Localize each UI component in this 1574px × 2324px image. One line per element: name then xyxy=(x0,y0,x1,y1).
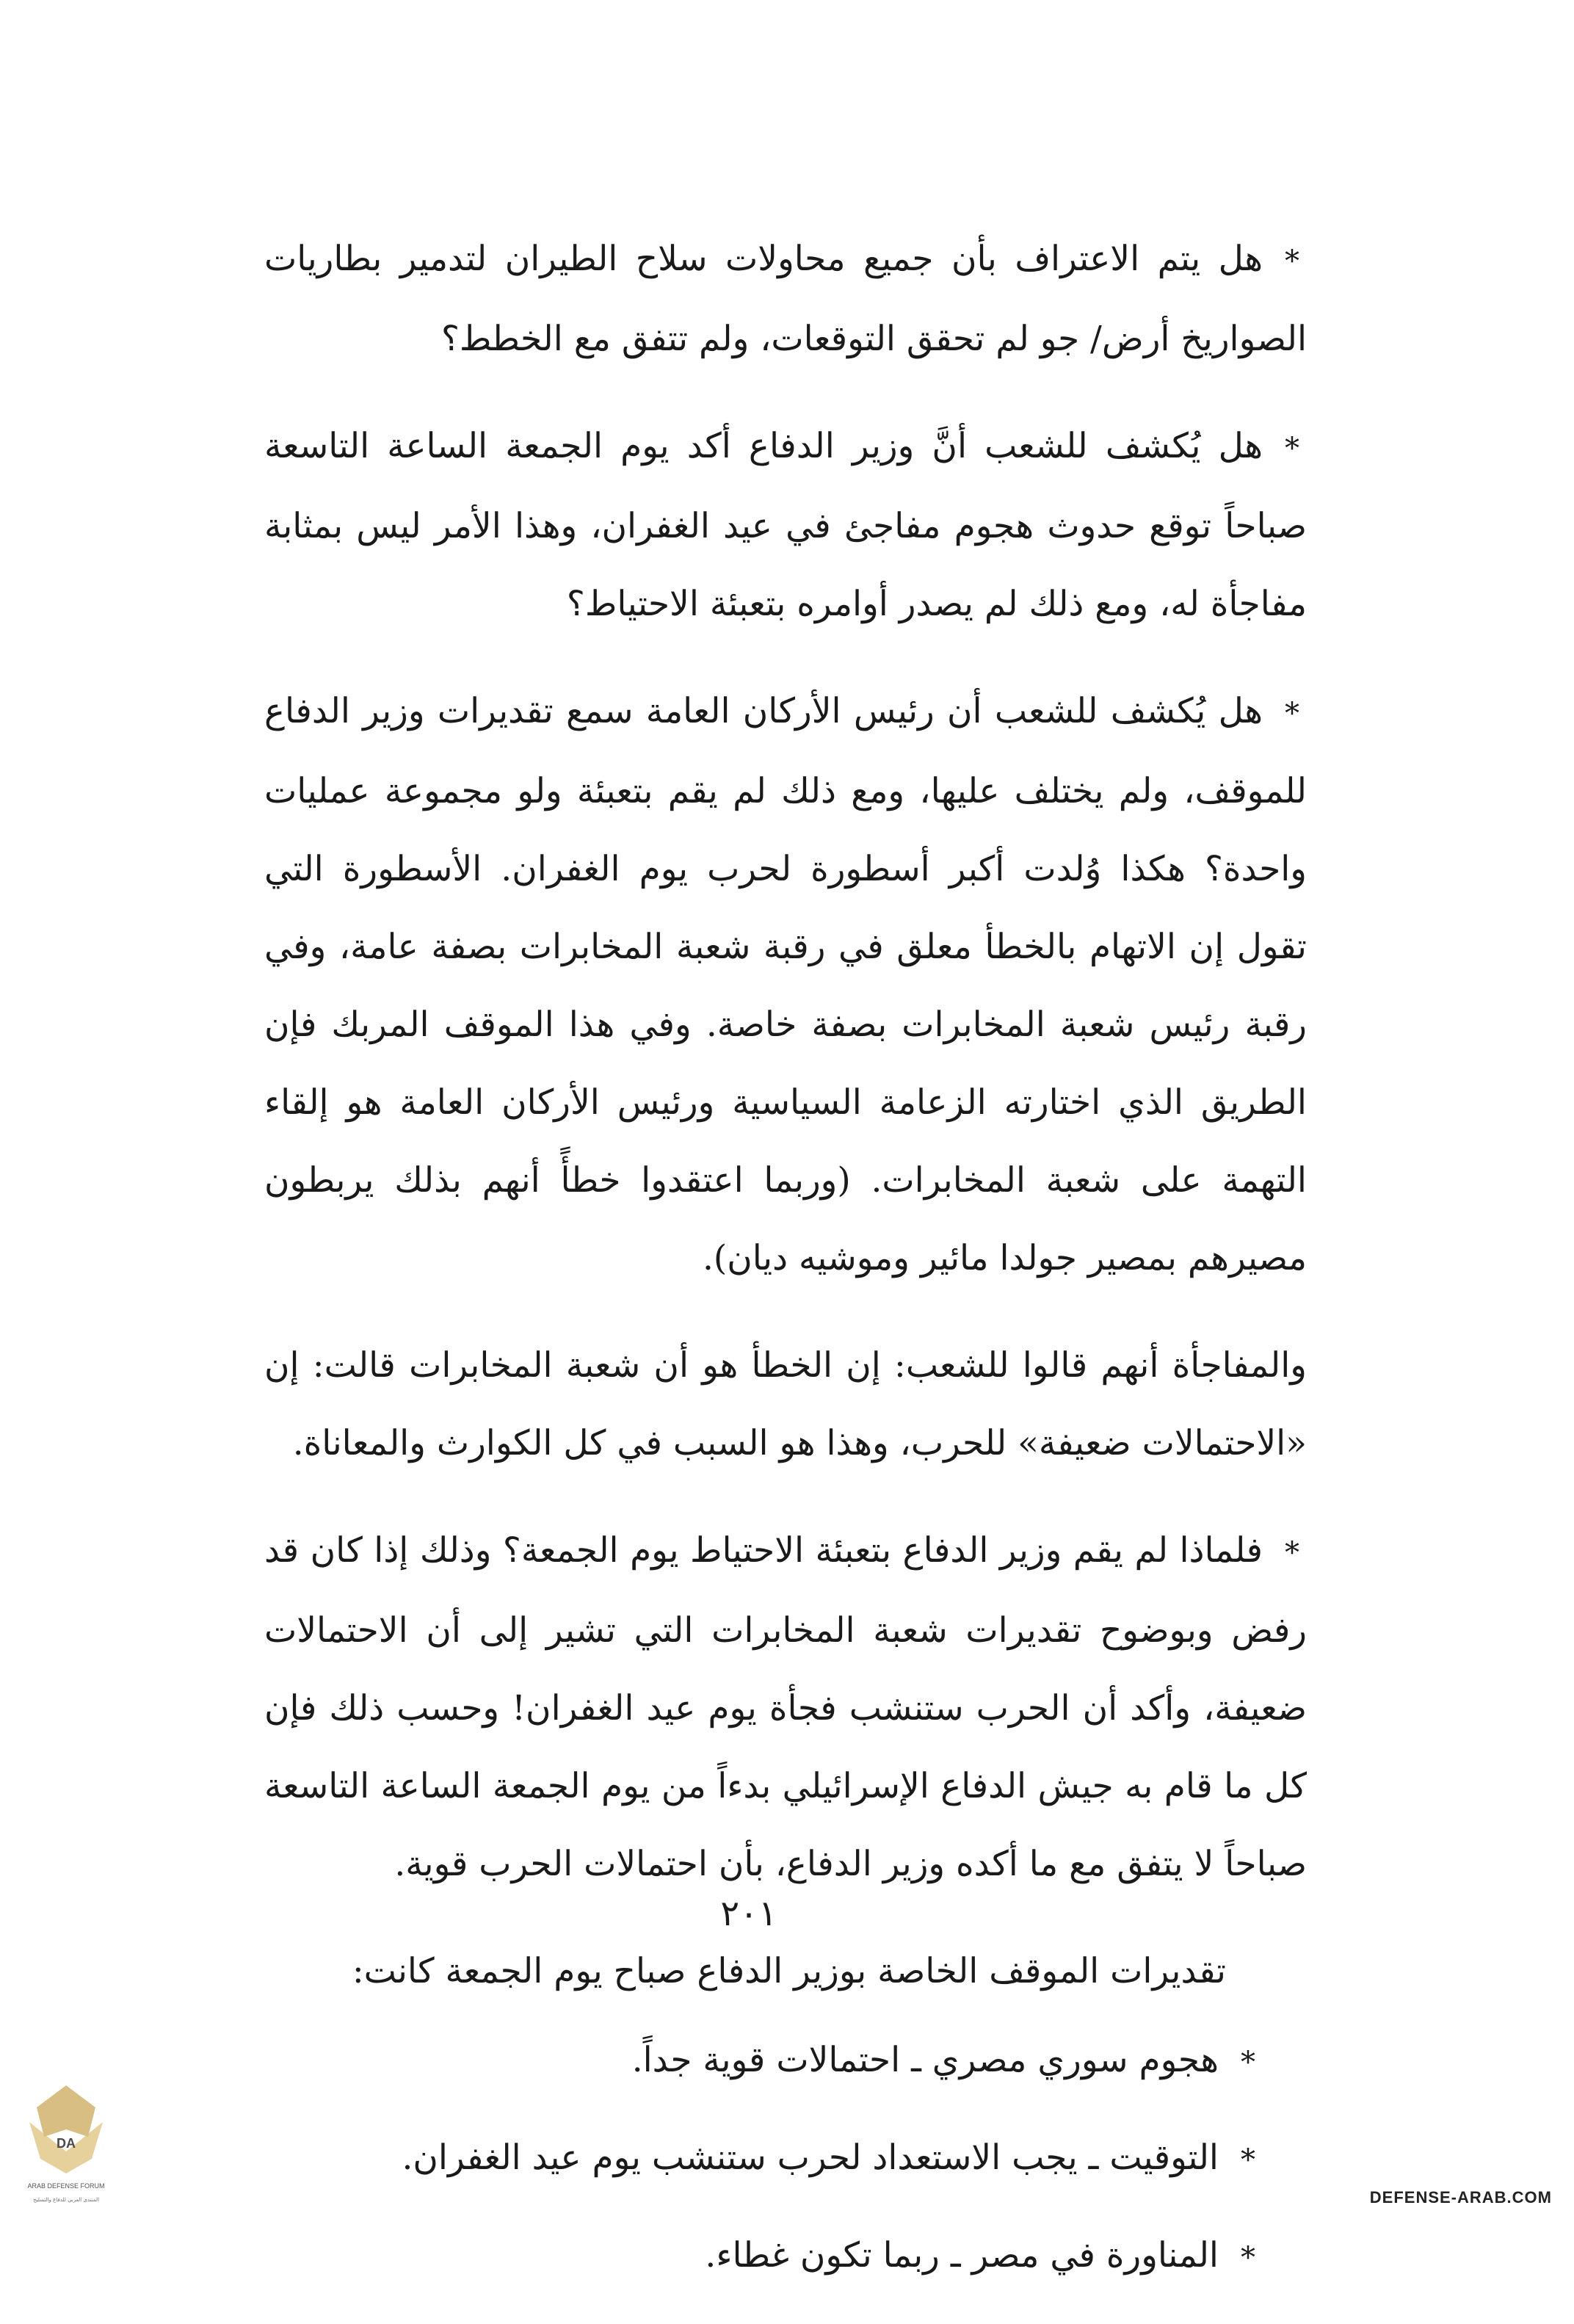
bullet-item-text: التوقيت ـ يجب الاستعداد لحرب ستنشب يوم عيد الغفران. xyxy=(402,2137,1219,2178)
bullet-item xyxy=(264,2226,1263,2287)
assessment-intro: تقديرات الموقف الخاصة بوزير الدفاع صباح يوم الجمعة كانت: xyxy=(352,1951,1226,1991)
paragraph-2 xyxy=(264,408,1307,643)
forum-logo-icon xyxy=(22,2078,110,2218)
svg-text:المنتدى العربي للدفاع والتسليح: المنتدى العربي للدفاع والتسليح xyxy=(33,2197,99,2203)
paragraph-5 xyxy=(264,1512,1307,1903)
bullet-item xyxy=(264,2031,1263,2092)
paragraph-1-text: هل يتم الاعتراف بأن جميع محاولات سلاح الطيران لتدمير بطاريات الصواريخ أرض/ جو لم تحقق التوقعات، ولم تتفق مع الخطط؟ xyxy=(264,239,1307,359)
paragraph-1 xyxy=(264,220,1307,378)
paragraph-4 xyxy=(264,1327,1307,1483)
star-marker: * xyxy=(1285,697,1299,731)
paragraph-3 xyxy=(264,673,1307,1297)
paragraph-5-text: فلماذا لم يقم وزير الدفاع بتعبئة الاحتياط يوم الجمعة؟ وذلك إذا كان قد رفض وبوضوح تقديرات شعبة المخابرات التي تشير إلى أن الاحتمالات ضعيفة، وأكد أن الحرب ستنشب فجأة يوم عيد الغفران! وحسب ذلك فإن كل ما قام به جيش الدفاع الإسرائيلي بدءاً من يوم الجمعة الساعة التاسعة صباحاً لا يتفق مع ما أكده وزير الدفاع، بأن احتمالات الحرب قوية. xyxy=(264,1530,1307,1884)
svg-text:ARAB DEFENSE FORUM: ARAB DEFENSE FORUM xyxy=(27,2182,105,2190)
star-marker: * xyxy=(1241,2046,1255,2079)
star-marker: * xyxy=(1241,2143,1255,2177)
paragraph-4-text: والمفاجأة أنهم قالوا للشعب: إن الخطأ هو أن شعبة المخابرات قالت: إن «الاحتمالات ضعيفة» للحرب، وهذا هو السبب في كل الكوارث والمعاناة. xyxy=(264,1345,1307,1463)
bullet-item-text: المناورة في مصر ـ ربما تكون غطاء. xyxy=(705,2235,1219,2276)
star-marker: * xyxy=(1285,1536,1299,1570)
bullet-item-text: هجوم سوري مصري ـ احتمالات قوية جداً. xyxy=(631,2040,1219,2080)
bullet-item xyxy=(264,2129,1263,2190)
page-number: ٢٠١ xyxy=(720,1893,777,1934)
star-marker: * xyxy=(1285,245,1299,278)
page-body xyxy=(264,220,1307,2324)
star-marker: * xyxy=(1285,432,1299,466)
star-marker: * xyxy=(1241,2241,1255,2275)
svg-text:DA: DA xyxy=(57,2136,76,2151)
site-watermark: DEFENSE-ARAB.COM xyxy=(1369,2188,1552,2207)
paragraph-3-text: هل يُكشف للشعب أن رئيس الأركان العامة سمع تقديرات وزير الدفاع للموقف، ولم يختلف عليها، ومع ذلك لم يقم بتعبئة ولو مجموعة عمليات واحدة؟ هكذا وُلدت أكبر أسطورة لحرب يوم الغفران. الأسطورة التي تقول إن الاتهام بالخطأ معلق في رقبة شعبة المخابرات بصفة عامة، وفي رقبة رئيس شعبة المخابرات بصفة خاصة. وفي هذا الموقف المربك فإن الطريق الذي اختارته الزعامة السياسية ورئيس الأركان العامة هو إلقاء التهمة على شعبة المخابرات. (وربما اعتقدوا خطأً أنهم بذلك يربطون مصيرهم بمصير جولدا مائير وموشيه ديان). xyxy=(264,691,1307,1278)
paragraph-2-text: هل يُكشف للشعب أنَّ وزير الدفاع أكد يوم الجمعة الساعة التاسعة صباحاً توقع حدوث هجوم مفاجئ في عيد الغفران، وهذا الأمر ليس بمثابة مفاجأة له، ومع ذلك لم يصدر أوامره بتعبئة الاحتياط؟ xyxy=(264,426,1307,624)
